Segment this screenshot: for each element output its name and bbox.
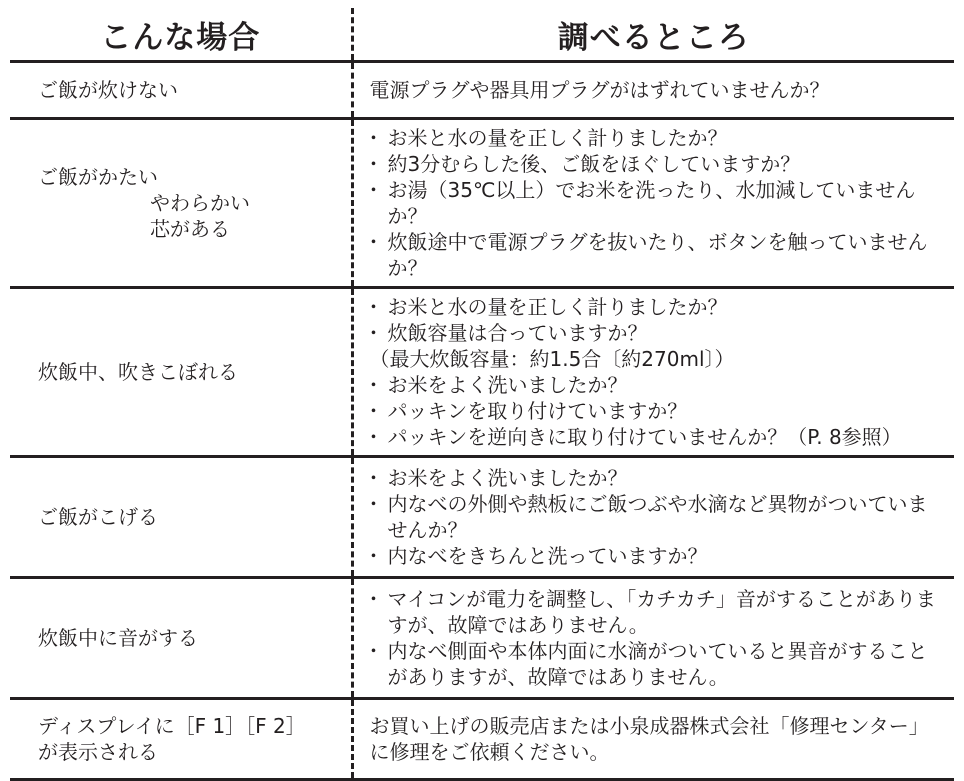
troubleshooting-table xyxy=(10,8,954,781)
condition-cell xyxy=(10,699,352,780)
check-item: ・ 約3分むらした後、ご飯をほぐしていますか？ xyxy=(370,151,947,177)
check-cell xyxy=(352,119,954,288)
check-item: ・ 内なべをきちんと洗っていますか？ xyxy=(370,543,947,569)
condition-text: 炊飯中に音がする xyxy=(38,626,198,650)
check-item: ・ お米と水の量を正しく計りましたか？ xyxy=(370,294,947,320)
check-item: ・ 炊飯途中で電源プラグを抜いたり、ボタンを触っていませんか？ xyxy=(370,229,947,281)
check-list xyxy=(370,294,947,450)
condition-cell xyxy=(10,578,352,699)
check-cell xyxy=(352,578,954,699)
check-item: ・ お米をよく洗いましたか？ xyxy=(370,465,947,491)
check-cell xyxy=(352,699,954,780)
check-text: に修理をご依頼ください。 xyxy=(369,740,610,764)
condition-text: ご飯がこげる xyxy=(38,505,158,529)
condition-text: が表示される xyxy=(38,740,158,764)
check-item: ・ お米をよく洗いましたか？ xyxy=(370,372,947,398)
check-item: ・ 内なべ側面や本体内面に水滴がついていると異音がすることがありますが、故障ではありません。 xyxy=(370,638,947,690)
troubleshooting-table-wrap xyxy=(10,8,954,772)
table-row xyxy=(10,62,954,119)
condition-text: ご飯が炊けない xyxy=(38,78,178,102)
check-item: ・ パッキンを取り付けていますか？ xyxy=(370,398,947,424)
check-cell xyxy=(352,62,954,119)
check-text: お買い上げの販売店または小泉成器株式会社「修理センター」 xyxy=(369,714,929,738)
condition-text: 芯がある xyxy=(150,217,230,241)
condition-cell xyxy=(10,119,352,288)
table-header-row xyxy=(10,8,954,62)
check-item: ・ お湯（35℃以上）でお米を洗ったり、水加減していませんか？ xyxy=(370,177,947,229)
check-list xyxy=(370,125,947,281)
table-row xyxy=(10,119,954,288)
table-row xyxy=(10,699,954,780)
check-item: ・ 内なべの外側や熱板にご飯つぶや水滴など異物がついていませんか？ xyxy=(370,491,947,543)
condition-cell xyxy=(10,288,352,457)
condition-text: やわらかい xyxy=(150,191,250,215)
check-list xyxy=(370,586,947,690)
check-note: （最大炊飯容量：約1.5合〔約270ml〕） xyxy=(369,347,735,371)
condition-text: ご飯がかたい xyxy=(38,165,158,189)
condition-text: ディスプレイに［F 1］［F 2］ xyxy=(38,714,306,738)
check-list xyxy=(370,465,947,569)
check-item: ・ お米と水の量を正しく計りましたか？ xyxy=(370,125,947,151)
condition-cell xyxy=(10,457,352,578)
check-cell xyxy=(352,457,954,578)
check-item: ・ パッキンを逆向きに取り付けていませんか？（P. 8参照） xyxy=(370,424,947,450)
check-cell xyxy=(352,288,954,457)
condition-text: 炊飯中、吹きこぼれる xyxy=(38,360,238,384)
table-row xyxy=(10,578,954,699)
table-row xyxy=(10,288,954,457)
check-item: ・ 炊飯容量は合っていますか？ xyxy=(370,320,947,346)
header-check: 調べるところ xyxy=(352,8,954,62)
condition-cell xyxy=(10,62,352,119)
check-text: 電源プラグや器具用プラグがはずれていませんか？ xyxy=(369,78,830,102)
check-item: ・ マイコンが電力を調整し、「カチカチ」音がすることがありますが、故障ではありません。 xyxy=(370,586,947,638)
table-row xyxy=(10,457,954,578)
header-condition: こんな場合 xyxy=(10,8,352,62)
